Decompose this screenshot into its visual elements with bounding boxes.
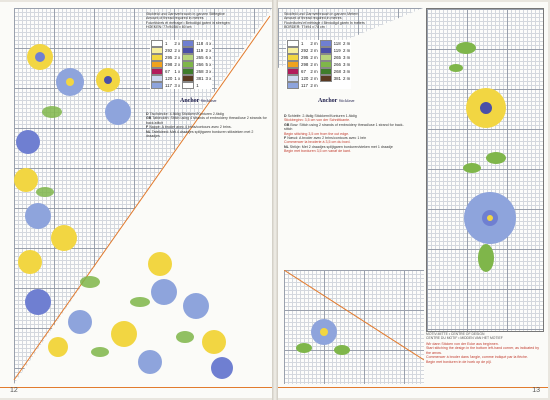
legend-amount: 2 x <box>174 55 181 60</box>
legend-swatch-cell <box>286 61 300 68</box>
instruction-gb <box>284 123 412 136</box>
instruction-text: Bow: Stitch using 2 strands of embroidery thread/use 1 strand for back-stitch <box>284 122 404 132</box>
legend-amount: 2 m <box>310 76 318 81</box>
left-page-number: 12 <box>10 387 18 394</box>
legend-amount: 4 x <box>205 41 212 46</box>
right-page <box>278 2 548 398</box>
color-swatch <box>182 47 194 54</box>
legend-row <box>150 75 212 82</box>
legend-amount: 2 m <box>342 76 351 81</box>
color-swatch <box>320 47 332 54</box>
legend-amount: 2 m <box>310 62 318 67</box>
instruction-fr <box>284 136 412 145</box>
legend-amount: 2 x <box>174 62 181 67</box>
legend-row <box>286 82 351 89</box>
right-header-line: BORDER: 77x94 x 78 cm <box>284 25 325 30</box>
instruction-nl <box>284 145 412 154</box>
color-swatch <box>320 68 332 75</box>
color-swatch <box>182 82 194 89</box>
lang-code: F <box>146 125 149 130</box>
legend-code: 381 <box>196 76 204 81</box>
lang-code: D <box>146 112 149 116</box>
lang-code: GB <box>146 116 152 121</box>
color-swatch <box>287 54 299 61</box>
legend-code: 119 <box>333 48 341 53</box>
legend-swatch-cell <box>150 68 164 75</box>
legend-code: 1 <box>301 41 304 46</box>
legend-swatch-cell <box>150 82 164 89</box>
color-swatch <box>320 75 332 82</box>
legend-swatch-cell <box>319 61 333 68</box>
legend-swatch-cell <box>319 68 333 75</box>
legend-code: 298 <box>301 62 309 67</box>
legend-row <box>150 54 212 61</box>
legend-code: 266 <box>333 62 341 67</box>
right-anchor-logo <box>318 98 355 104</box>
left-header-line: Amount of thread required in metres <box>146 16 204 21</box>
legend-swatch-cell <box>286 82 300 89</box>
legend-swatch-cell <box>286 75 300 82</box>
color-swatch <box>287 75 299 82</box>
legend-code: 117 <box>165 83 172 88</box>
legend-code: 298 <box>165 62 173 67</box>
legend-swatch-cell <box>286 40 300 47</box>
left-anchor-logo <box>180 98 217 104</box>
legend-swatch-cell <box>286 54 300 61</box>
legend-amount: 3 x <box>174 83 181 88</box>
legend-swatch-cell <box>319 40 333 47</box>
color-swatch <box>320 61 332 68</box>
legend-code: 120 <box>301 76 309 81</box>
legend-amount: 5 x <box>205 62 212 67</box>
legend-swatch-cell <box>181 75 195 82</box>
legend-row <box>150 61 212 68</box>
legend-swatch-cell <box>150 54 164 61</box>
legend-amount: 1 x <box>174 76 181 81</box>
right-header-line: Amount of thread required in metres <box>284 16 342 21</box>
legend-amount: 2 x <box>174 41 181 46</box>
legend-amount: 3 m <box>342 62 351 67</box>
legend-row <box>286 54 351 61</box>
motif-center-label <box>426 332 544 340</box>
legend-amount: 2 x <box>174 48 181 53</box>
legend-swatch-cell <box>319 75 333 82</box>
instruction-note: Begin met borduren 3,5 cm vanaf de kant. <box>284 149 351 154</box>
color-swatch <box>182 54 194 61</box>
color-swatch <box>151 61 163 68</box>
color-swatch <box>182 61 194 68</box>
color-swatch <box>151 68 163 75</box>
legend-amount: 1 x <box>174 69 181 74</box>
legend-code: 295 <box>165 55 173 60</box>
left-instructions <box>146 112 268 138</box>
legend-code: 265 <box>333 55 341 60</box>
legend-swatch-cell <box>181 47 195 54</box>
color-swatch <box>182 68 194 75</box>
instruction-text: Strikje: Met 2 draadjes splijtgaren borduren/steken met 1 draadje <box>289 144 393 149</box>
legend-swatch-cell <box>286 68 300 75</box>
color-swatch <box>320 40 332 47</box>
legend-swatch-cell <box>181 54 195 61</box>
legend-code: 118 <box>196 41 204 46</box>
left-header-line: HOEKEN: 77x94/56 x 80 cm <box>146 25 192 30</box>
instruction-text: Schleife: 2-fädig Stickkern/Konturen 1-fädig <box>287 114 357 118</box>
legend-row <box>150 82 212 89</box>
brand-name: Anchor <box>318 98 338 104</box>
left-page <box>0 2 272 398</box>
legend-code: 265 <box>196 55 204 60</box>
instruction-note: Commencer la broderie à 3,5 cm du bord. <box>284 140 351 145</box>
legend-row <box>286 40 351 47</box>
lang-code: F <box>284 136 287 141</box>
legend-row <box>286 68 351 75</box>
pansy-flowers <box>14 44 233 379</box>
legend-amount: 6 x <box>205 55 212 60</box>
legend-code: 67 <box>165 69 170 74</box>
legend-code: 120 <box>165 76 173 81</box>
legend-row <box>286 61 351 68</box>
vertical-border-pansies <box>426 8 542 330</box>
legend-swatch-cell <box>181 40 195 47</box>
legend-amount: 2 m <box>342 41 351 46</box>
motif-label-line: CENTRE DU MOTIF • MIDDEN VAN HET MOTIEF <box>426 336 503 340</box>
legend-swatch-cell <box>319 82 333 89</box>
left-header-line: Fournitures et métrage • Benodigd garen in strengen <box>146 20 230 25</box>
legend-amount <box>205 82 213 89</box>
bow-chart-pansy <box>284 270 424 384</box>
right-header-line: Fournitures et métrage • Benodigd garen in meters <box>284 20 365 25</box>
right-header-line: Stickfeld und Garnverbrauch in ganzen Metern <box>284 12 359 16</box>
legend-code: 117 <box>301 83 308 88</box>
legend-row <box>286 47 351 54</box>
legend-swatch-cell <box>150 47 164 54</box>
left-header-line: Stickfeld und Garnverbrauch in ganzen Stiftegtive <box>146 12 225 16</box>
color-swatch <box>320 54 332 61</box>
legend-swatch-cell <box>150 75 164 82</box>
color-swatch <box>182 40 194 47</box>
lang-code: D <box>284 114 287 118</box>
lang-code: NL <box>146 129 151 134</box>
legend-amount: 2 m <box>342 48 351 53</box>
right-instructions <box>284 114 412 154</box>
instruction-nl <box>146 130 268 139</box>
legend-swatch-cell <box>319 47 333 54</box>
instruction-gb <box>146 116 268 125</box>
legend-swatch-cell <box>319 54 333 61</box>
instruction-text: Nœud: A broder avec 2 brins/contours avec 1 brin <box>287 136 367 141</box>
instruction-text: Tafelkleed: Met 4 draadjes splijtgaren borduren stiksteken met 2 draadjes <box>146 129 254 139</box>
legend-swatch-cell <box>150 61 164 68</box>
legend-swatch-cell <box>286 47 300 54</box>
legend-amount: 2 x <box>205 48 212 53</box>
instruction-text: Tablecloth: Stitch using 4 strands of embroidery thread/use 2 strands for back-stitch <box>146 116 267 125</box>
left-bottom-rule <box>0 387 272 388</box>
color-swatch <box>151 75 163 82</box>
color-swatch <box>151 82 163 89</box>
color-swatch <box>287 82 299 89</box>
color-swatch <box>287 61 299 68</box>
color-swatch <box>182 75 194 82</box>
lang-code: NL <box>284 144 289 149</box>
right-footer-notes <box>426 342 544 364</box>
legend-amount <box>342 82 351 89</box>
legend-row <box>150 40 212 47</box>
footer-line: Commencer à broder dans l'angle, comme indiqué par la flèche. <box>426 355 528 360</box>
legend-swatch-cell <box>181 68 195 75</box>
legend-code: 266 <box>196 62 204 67</box>
legend-row <box>150 68 212 75</box>
brand-name: Anchor <box>180 98 200 104</box>
legend-swatch-cell <box>150 40 164 47</box>
corner-chart-pansies <box>0 2 272 398</box>
legend-amount: 2 m <box>310 41 318 46</box>
legend-row <box>286 75 351 82</box>
legend-amount: 3 m <box>342 55 351 60</box>
legend-code: 1 <box>196 83 199 88</box>
instruction-text: Nappe: A broder avec 4 brins/contours avec 2 brins. <box>149 125 232 130</box>
instruction-note: Stickbeginn: 3,5 cm von der Schnittkante. <box>284 118 351 123</box>
right-page-number: 13 <box>532 387 540 394</box>
instruction-de <box>284 114 412 123</box>
legend-code: 292 <box>165 48 173 53</box>
legend-amount: 2 m <box>310 69 318 74</box>
legend-amount: 2 m <box>310 55 318 60</box>
color-swatch <box>287 40 299 47</box>
footer-line: Wir dann Sticken von der Ecke aus beginnen. <box>426 342 499 346</box>
right-thread-legend <box>286 40 351 89</box>
legend-code <box>333 82 342 89</box>
legend-code: 292 <box>301 48 309 53</box>
footer-line: Start stitching the design in the bottom left-hand corner, as indicated by the arrow. <box>426 346 540 355</box>
legend-code: 119 <box>196 48 204 53</box>
legend-amount: 3 m <box>342 69 351 74</box>
instruction-text: Tischdecke: 4-fädig Stickkern/Konturen 2-fädig <box>149 112 224 116</box>
footer-line: Begin met borduren in de hoek op de pijl. <box>426 359 492 364</box>
instruction-note: Begin stitching 3,5 cm from the cut edge. <box>284 131 350 136</box>
legend-code: 1 <box>165 41 168 46</box>
brand-sub: Stickfaser <box>200 98 217 103</box>
left-thread-legend <box>150 40 212 89</box>
legend-amount: 2 m <box>310 83 318 88</box>
legend-code: 67 <box>301 69 306 74</box>
color-swatch <box>287 68 299 75</box>
right-bottom-rule <box>278 387 548 388</box>
legend-amount: 3 x <box>205 76 212 81</box>
brand-sub: Stickfaser <box>338 98 355 103</box>
legend-amount: 2 m <box>310 48 318 53</box>
legend-swatch-cell <box>181 82 195 89</box>
legend-swatch-cell <box>181 61 195 68</box>
legend-code: 295 <box>301 55 309 60</box>
legend-code: 381 <box>333 76 341 81</box>
lang-code: GB <box>284 122 290 127</box>
legend-row <box>150 47 212 54</box>
color-swatch <box>151 54 163 61</box>
left-header <box>146 12 268 30</box>
color-swatch <box>287 47 299 54</box>
legend-amount: 3 x <box>205 69 212 74</box>
legend-code: 268 <box>196 69 204 74</box>
color-swatch <box>151 40 163 47</box>
right-header <box>284 12 410 30</box>
legend-code: 268 <box>333 69 341 74</box>
color-swatch <box>151 47 163 54</box>
legend-code: 118 <box>333 41 341 46</box>
motif-label-line: MOTIV-MITTE • CENTRE OF DESIGN <box>426 332 485 336</box>
